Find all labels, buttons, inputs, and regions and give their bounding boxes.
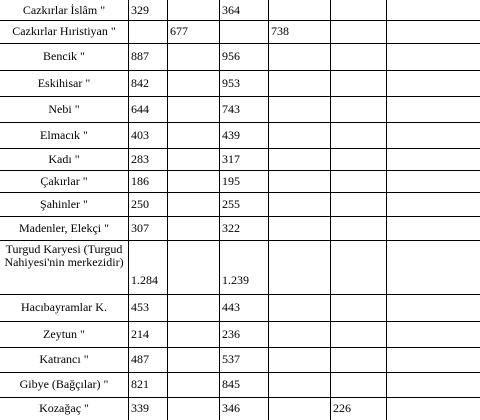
row-divider (0, 347, 480, 348)
population-cell: 339 (131, 401, 149, 415)
population-cell: 887 (131, 49, 149, 63)
row-divider (0, 96, 480, 97)
population-cell: 953 (222, 76, 240, 90)
village-name-cell: Kadı " (48, 152, 80, 166)
population-cell: 439 (222, 128, 240, 142)
population-cell: 214 (131, 327, 149, 341)
village-name-cell: Madenler, Elekçi " (18, 221, 110, 235)
population-cell: 317 (222, 152, 240, 166)
village-name-cell: Turgud Karyesi (Turgud Nahiyesi'nin merkezidir) (4, 242, 124, 269)
population-cell: 283 (131, 152, 149, 166)
village-name-cell: Hacıbayramlar K. (21, 300, 107, 314)
village-name-cell: Elmacık " (40, 128, 88, 142)
column-divider (219, 0, 220, 420)
row-divider (0, 397, 480, 398)
column-divider (386, 0, 387, 420)
population-cell: 195 (222, 174, 240, 188)
column-divider (268, 0, 269, 420)
village-name-cell: Katrancı " (39, 352, 89, 366)
population-cell: 346 (222, 401, 240, 415)
population-cell: 842 (131, 76, 149, 90)
population-cell: 322 (222, 221, 240, 235)
population-cell: 226 (333, 401, 351, 415)
village-name-cell: Bencik " (43, 49, 85, 63)
row-divider (0, 170, 480, 171)
population-cell: 1.284 (131, 273, 158, 287)
population-cell: 644 (131, 102, 149, 116)
village-name-cell: Çakırlar " (40, 174, 88, 188)
row-divider (0, 240, 480, 241)
row-divider (0, 148, 480, 149)
population-cell: 186 (131, 174, 149, 188)
village-name-cell: Cazkırlar İslâm " (22, 3, 106, 17)
population-cell: 255 (222, 197, 240, 211)
population-cell: 250 (131, 197, 149, 211)
row-divider (0, 321, 480, 322)
column-divider (128, 0, 129, 420)
population-cell: 364 (222, 3, 240, 17)
population-cell: 487 (131, 352, 149, 366)
village-name-cell: Şahinler " (40, 197, 88, 211)
row-divider (0, 43, 480, 44)
population-cell: 403 (131, 128, 149, 142)
village-name-cell: Cazkırlar Hıristiyan " (12, 24, 116, 38)
village-name-cell: Kozağaç " (39, 401, 89, 415)
population-cell: 743 (222, 102, 240, 116)
village-name-cell: Gibye (Bağçılar) " (19, 377, 109, 391)
population-cell: 738 (271, 24, 289, 38)
population-cell: 845 (222, 377, 240, 391)
population-cell: 1.239 (222, 273, 249, 287)
row-divider (0, 216, 480, 217)
village-name-cell: Nebi " (48, 102, 80, 116)
population-cell: 821 (131, 377, 149, 391)
row-divider (0, 192, 480, 193)
population-cell: 236 (222, 327, 240, 341)
row-divider (0, 294, 480, 295)
village-name-cell: Eskihisar " (37, 76, 91, 90)
row-divider (0, 372, 480, 373)
population-cell: 677 (170, 24, 188, 38)
population-cell: 307 (131, 221, 149, 235)
row-divider (0, 20, 480, 21)
population-cell: 956 (222, 49, 240, 63)
column-divider (167, 0, 168, 420)
row-divider (0, 122, 480, 123)
population-cell: 537 (222, 352, 240, 366)
row-divider (0, 70, 480, 71)
population-cell: 443 (222, 300, 240, 314)
population-cell: 453 (131, 300, 149, 314)
population-cell: 329 (131, 3, 149, 17)
column-divider (330, 0, 331, 420)
village-name-cell: Zeytun " (43, 327, 85, 341)
